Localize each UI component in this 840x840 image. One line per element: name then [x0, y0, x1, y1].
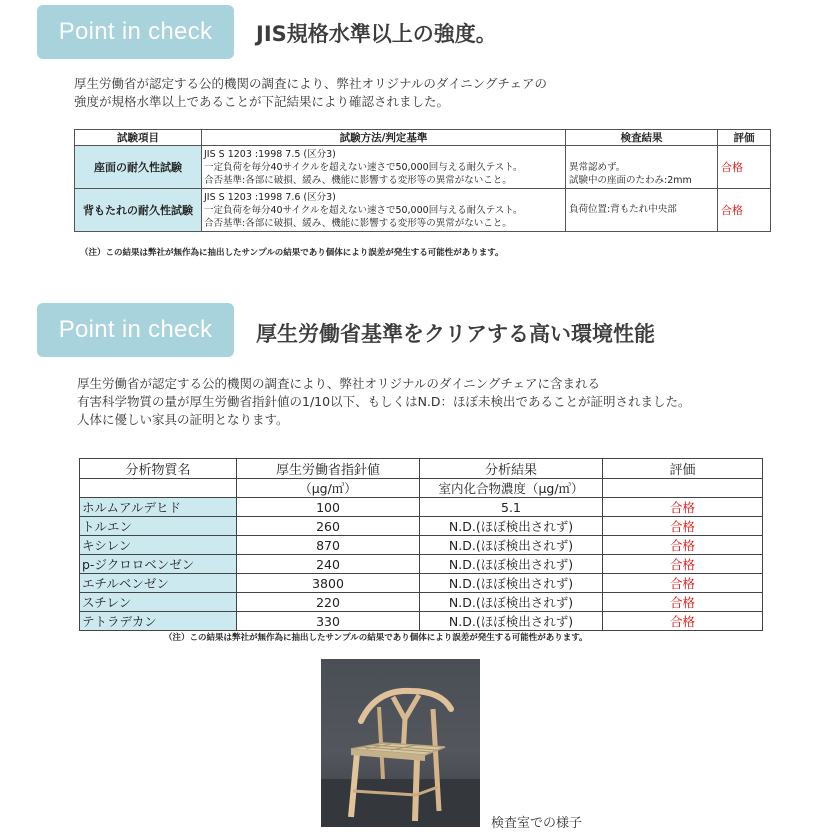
- grade-cell: 合格: [603, 536, 763, 555]
- subheader-guideline-unit: （μg/㎥）: [237, 479, 420, 498]
- table-row: [80, 536, 763, 555]
- substance-name-cell: ホルムアルデヒド: [80, 498, 237, 517]
- method-line: 合否基準:各部に破損、緩み、機能に影響する変形等の異常がないこと。: [204, 217, 512, 229]
- wishbone-chair-image: [321, 659, 480, 827]
- test-item-cell: 背もたれの耐久性試験: [75, 189, 202, 232]
- analysis-result-cell: N.D.(ほぼ検出されず): [420, 593, 603, 612]
- method-line: 合否基準:各部に破損、緩み、機能に影響する変形等の異常がないこと。: [204, 174, 512, 186]
- table-row: [75, 146, 771, 189]
- section2-paragraph-line: 厚生労働省が認定する公的機関の調査により、弊社オリジナルのダイニングチェアに含まれる: [77, 376, 601, 391]
- result-cell: [566, 146, 718, 189]
- result-cell: [566, 189, 718, 232]
- method-cell: [202, 146, 566, 189]
- col-header-substance: 分析物質名: [80, 459, 237, 479]
- col-header-method: 試験方法/判定基準: [202, 130, 566, 146]
- col-header-guideline: 厚生労働省指針値: [237, 459, 420, 479]
- subheader-cell: [80, 479, 237, 498]
- section1-paragraph: [74, 75, 547, 111]
- table-row: [80, 612, 763, 631]
- analysis-result-cell: 5.1: [420, 498, 603, 517]
- guideline-value-cell: 3800: [237, 574, 420, 593]
- method-line: JIS S 1203 :1998 7.6 (区分3): [204, 191, 336, 203]
- col-header-analysis: 分析結果: [420, 459, 603, 479]
- col-header-grade: 評価: [603, 459, 763, 479]
- substance-name-cell: テトラデカン: [80, 612, 237, 631]
- col-header-grade: 評価: [718, 130, 771, 146]
- grade-cell: 合格: [603, 555, 763, 574]
- test-item-cell: 座面の耐久性試験: [75, 146, 202, 189]
- subheader-analysis-unit: 室内化合物濃度（μg/㎥）: [420, 479, 603, 498]
- table-row: [80, 498, 763, 517]
- analysis-result-cell: N.D.(ほぼ検出されず): [420, 517, 603, 536]
- section1-disclaimer-note: （注）この結果は弊社が無作為に抽出したサンプルの結果であり個体により誤差が発生する可能性があります。: [80, 248, 504, 258]
- grade-cell: 合格: [603, 593, 763, 612]
- substance-name-cell: エチルベンゼン: [80, 574, 237, 593]
- col-header-result: 検査結果: [566, 130, 718, 146]
- section2-paragraph-line: 人体に優しい家具の証明となります。: [77, 412, 289, 427]
- analysis-result-cell: N.D.(ほぼ検出されず): [420, 536, 603, 555]
- grade-cell: 合格: [603, 612, 763, 631]
- col-header-test-item: 試験項目: [75, 130, 202, 146]
- substance-name-cell: スチレン: [80, 593, 237, 612]
- grade-cell: 合格: [718, 189, 771, 232]
- method-cell: [202, 189, 566, 232]
- analysis-result-cell: N.D.(ほぼ検出されず): [420, 555, 603, 574]
- guideline-value-cell: 220: [237, 593, 420, 612]
- table-row: [80, 593, 763, 612]
- guideline-value-cell: 260: [237, 517, 420, 536]
- strength-test-table: [74, 129, 771, 232]
- section1-paragraph-line: 強度が規格水準以上であることが下記結果により確認されました。: [74, 94, 450, 109]
- section2-paragraph: [77, 375, 691, 429]
- section2-heading: 厚生労働省基準をクリアする高い環境性能: [256, 322, 655, 346]
- method-line: 一定負荷を毎分40サイクルを超えない速さで50,000回与える耐久テスト。: [204, 204, 523, 216]
- grade-cell: 合格: [603, 498, 763, 517]
- section1-paragraph-line: 厚生労働省が認定する公的機関の調査により、弊社オリジナルのダイニングチェアの: [74, 76, 548, 91]
- substance-name-cell: p-ジクロロベンゼン: [80, 555, 237, 574]
- table-row: [80, 574, 763, 593]
- substance-name-cell: キシレン: [80, 536, 237, 555]
- subheader-cell: [603, 479, 763, 498]
- chair-photo: [321, 659, 480, 827]
- table-row: [80, 555, 763, 574]
- method-line: 一定負荷を毎分40サイクルを超えない速さで50,000回与える耐久テスト。: [204, 161, 523, 173]
- guideline-value-cell: 330: [237, 612, 420, 631]
- result-line: 試験中の座面のたわみ:2mm: [569, 175, 692, 186]
- analysis-result-cell: N.D.(ほぼ検出されず): [420, 574, 603, 593]
- grade-cell: 合格: [603, 517, 763, 536]
- table-row: [75, 189, 771, 232]
- guideline-value-cell: 100: [237, 498, 420, 517]
- result-line: 異常認めず。: [569, 162, 626, 173]
- section2-paragraph-line: 有害科学物質の量が厚生労働省指針値の1/10以下、もしくはN.D：ほぼ未検出であることが証明されました。: [77, 394, 691, 409]
- result-line: 負荷位置:背もたれ中央部: [569, 204, 677, 215]
- grade-cell: 合格: [603, 574, 763, 593]
- chemical-analysis-table: [79, 458, 763, 631]
- photo-caption: 検査室での様子: [491, 816, 583, 831]
- guideline-value-cell: 870: [237, 536, 420, 555]
- table-row: [80, 517, 763, 536]
- section2-disclaimer-note: （注）この結果は弊社が無作為に抽出したサンプルの結果であり個体により誤差が発生する可能性があります。: [164, 633, 588, 643]
- grade-cell: 合格: [718, 146, 771, 189]
- guideline-value-cell: 240: [237, 555, 420, 574]
- analysis-result-cell: N.D.(ほぼ検出されず): [420, 612, 603, 631]
- point-in-check-badge-2: Point in check: [37, 303, 234, 357]
- substance-name-cell: トルエン: [80, 517, 237, 536]
- section1-heading: JIS規格水準以上の強度。: [256, 22, 497, 46]
- method-line: JIS S 1203 :1998 7.5 (区分3): [204, 148, 336, 160]
- point-in-check-badge-1: Point in check: [37, 5, 234, 59]
